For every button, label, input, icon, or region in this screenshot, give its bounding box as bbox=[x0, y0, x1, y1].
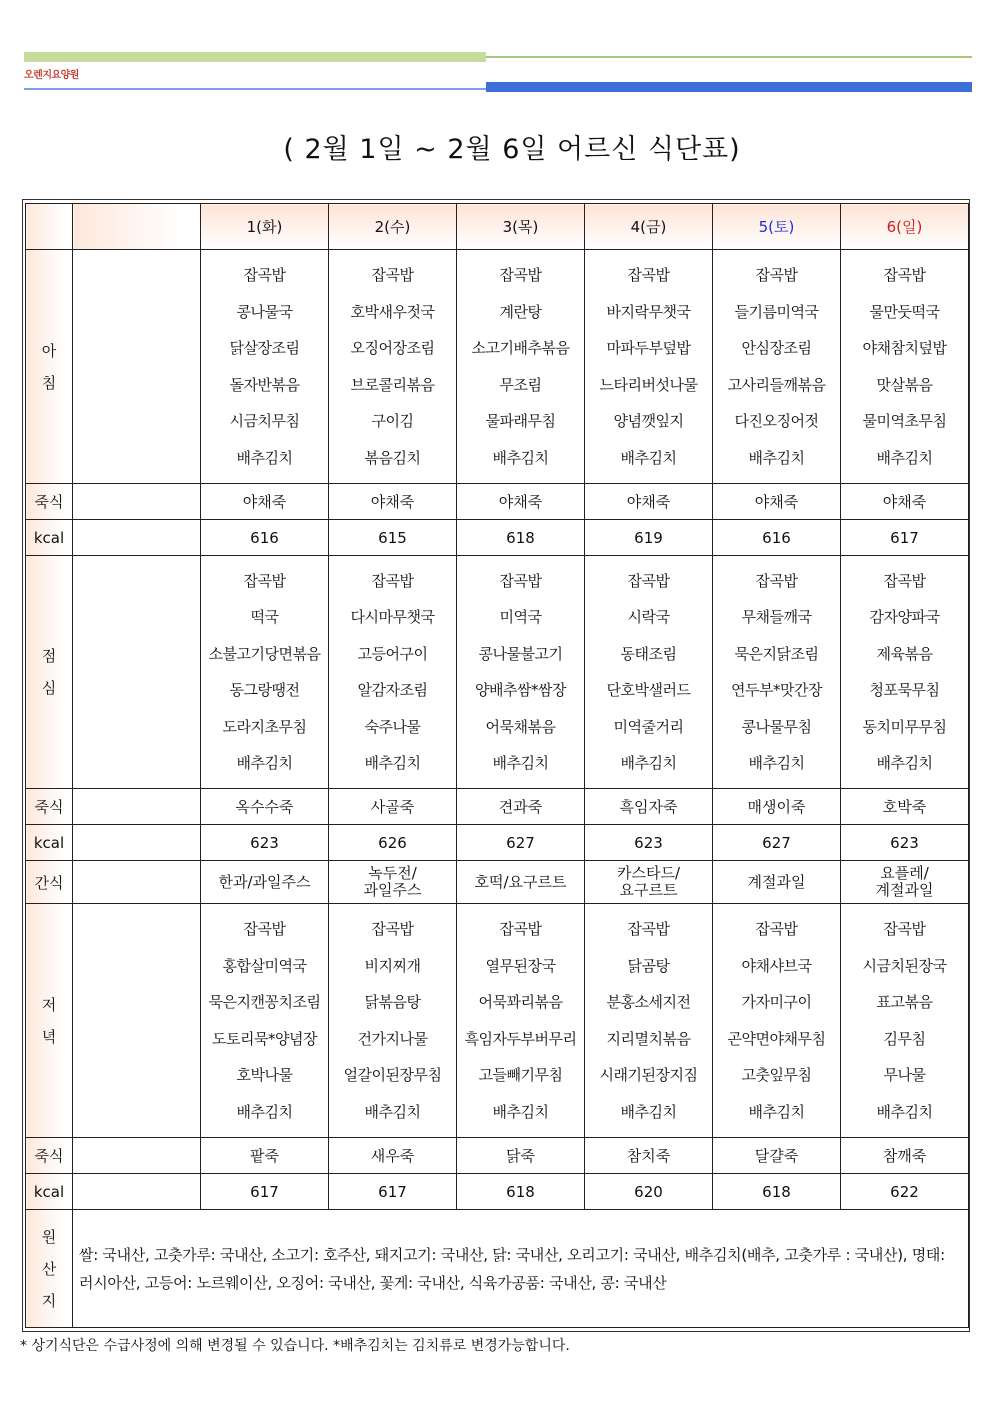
blank-cell bbox=[73, 250, 201, 484]
menu-item: 배추김치 bbox=[236, 448, 293, 467]
porridge-cell: 야채죽 bbox=[713, 484, 841, 520]
porridge-label: 죽식 bbox=[26, 789, 73, 825]
snack-line: 요플레/ bbox=[880, 864, 929, 882]
menu-item: 시금치무침 bbox=[229, 412, 300, 430]
day-header: 2(수) bbox=[329, 204, 457, 250]
menu-item: 고사리들깨볶음 bbox=[727, 375, 826, 394]
kcal-cell: 616 bbox=[201, 520, 329, 556]
kcal-label: kcal bbox=[26, 520, 73, 556]
menu-item: 잡곡밥 bbox=[243, 920, 286, 938]
menu-item: 얼갈이된장무침 bbox=[343, 1066, 442, 1084]
snack-line: 계절과일 bbox=[747, 872, 806, 891]
kcal-cell: 618 bbox=[457, 520, 585, 556]
snack-line: 카스타드/ bbox=[616, 864, 680, 882]
lunch-menu-cell bbox=[457, 556, 585, 789]
lunch-kcal-row bbox=[26, 825, 969, 861]
menu-item: 닭곰탕 bbox=[627, 956, 670, 975]
porridge-label: 죽식 bbox=[26, 484, 73, 520]
menu-item: 브로콜리볶음 bbox=[350, 375, 435, 394]
menu-item: 콩나물국 bbox=[236, 302, 293, 321]
origin-label-char: 원 bbox=[41, 1227, 57, 1246]
menu-item: 잡곡밥 bbox=[499, 571, 542, 590]
menu-item: 잡곡밥 bbox=[627, 266, 670, 284]
menu-item: 다시마무챗국 bbox=[350, 608, 435, 626]
menu-item: 배추김치 bbox=[364, 1102, 421, 1121]
blank-cell bbox=[73, 789, 201, 825]
menu-item: 배추김치 bbox=[748, 448, 805, 467]
breakfast-label bbox=[26, 250, 73, 484]
menu-item: 잡곡밥 bbox=[243, 571, 286, 590]
blank-cell bbox=[73, 484, 201, 520]
kcal-cell: 623 bbox=[841, 825, 969, 861]
dinner-menu-cell bbox=[585, 904, 713, 1138]
menu-item: 볶음김치 bbox=[364, 448, 421, 467]
menu-item: 연두부*맛간장 bbox=[731, 681, 822, 699]
porridge-cell: 매생이죽 bbox=[713, 789, 841, 825]
menu-item: 배추김치 bbox=[748, 1102, 805, 1121]
menu-item: 무나물 bbox=[883, 1066, 926, 1084]
lunch-menu-cell bbox=[585, 556, 713, 789]
porridge-cell: 새우죽 bbox=[329, 1138, 457, 1174]
menu-item: 호박나물 bbox=[236, 1066, 293, 1084]
blank-cell bbox=[73, 861, 201, 904]
menu-item: 물만둣떡국 bbox=[869, 302, 940, 321]
menu-item: 어묵꽈리볶음 bbox=[478, 993, 563, 1011]
snack-line: 계절과일 bbox=[875, 881, 934, 899]
menu-item: 배추김치 bbox=[492, 754, 549, 772]
menu-item: 감자양파국 bbox=[869, 608, 940, 626]
menu-item: 동치미무무침 bbox=[862, 717, 947, 736]
menu-item: 고등어구이 bbox=[357, 644, 428, 663]
kcal-cell: 627 bbox=[713, 825, 841, 861]
dinner-label-char: 녁 bbox=[41, 1027, 57, 1046]
lunch-menu-cell bbox=[329, 556, 457, 789]
menu-item: 비지찌개 bbox=[364, 956, 421, 975]
menu-item: 가자미구이 bbox=[741, 993, 812, 1011]
lunch-label-char: 점 bbox=[41, 647, 57, 665]
menu-item: 흑임자두부버무리 bbox=[464, 1029, 577, 1048]
menu-item: 잡곡밥 bbox=[883, 571, 926, 590]
menu-item: 어묵채볶음 bbox=[485, 717, 556, 736]
kcal-cell: 626 bbox=[329, 825, 457, 861]
menu-item: 바지락무챗국 bbox=[606, 302, 691, 321]
lunch-label-char: 심 bbox=[41, 679, 57, 697]
porridge-cell: 옥수수죽 bbox=[201, 789, 329, 825]
menu-item: 잡곡밥 bbox=[627, 571, 670, 590]
menu-item: 김무침 bbox=[883, 1029, 926, 1048]
porridge-cell: 야채죽 bbox=[329, 484, 457, 520]
snack-cell bbox=[713, 861, 841, 904]
menu-item: 잡곡밥 bbox=[883, 266, 926, 284]
menu-item: 홍합살미역국 bbox=[222, 956, 307, 975]
menu-item: 물미역초무침 bbox=[862, 412, 947, 430]
menu-item: 호박새우젓국 bbox=[350, 302, 435, 321]
menu-item: 잡곡밥 bbox=[755, 571, 798, 590]
snack-cell bbox=[329, 861, 457, 904]
snack-cell bbox=[457, 861, 585, 904]
kcal-label: kcal bbox=[26, 1174, 73, 1210]
menu-item: 알감자조림 bbox=[357, 681, 428, 699]
snack-cell bbox=[585, 861, 713, 904]
header-green-bar bbox=[24, 52, 486, 62]
breakfast-label-char: 침 bbox=[41, 373, 57, 392]
blank-cell bbox=[73, 1138, 201, 1174]
menu-item: 잡곡밥 bbox=[755, 266, 798, 284]
porridge-cell: 달걀죽 bbox=[713, 1138, 841, 1174]
menu-item: 닭볶음탕 bbox=[364, 993, 421, 1011]
breakfast-menu-cell bbox=[201, 250, 329, 484]
kcal-cell: 620 bbox=[585, 1174, 713, 1210]
porridge-cell: 흑임자죽 bbox=[585, 789, 713, 825]
menu-item: 잡곡밥 bbox=[883, 920, 926, 938]
day-header: 4(금) bbox=[585, 204, 713, 250]
menu-item: 잡곡밥 bbox=[243, 266, 286, 284]
porridge-cell: 야채죽 bbox=[585, 484, 713, 520]
dinner-menu-cell bbox=[713, 904, 841, 1138]
menu-item: 배추김치 bbox=[492, 1102, 549, 1121]
porridge-cell: 사골죽 bbox=[329, 789, 457, 825]
menu-item: 잡곡밥 bbox=[499, 266, 542, 284]
breakfast-label-char: 아 bbox=[41, 341, 57, 360]
menu-item: 청포묵무침 bbox=[869, 681, 940, 699]
menu-item: 배추김치 bbox=[620, 448, 677, 467]
porridge-label: 죽식 bbox=[26, 1138, 73, 1174]
porridge-cell: 닭죽 bbox=[457, 1138, 585, 1174]
menu-item: 제육볶음 bbox=[876, 644, 933, 663]
menu-item: 잡곡밥 bbox=[627, 920, 670, 938]
menu-item: 시래기된장지짐 bbox=[599, 1066, 698, 1084]
kcal-cell: 623 bbox=[585, 825, 713, 861]
lunch-menu-cell bbox=[841, 556, 969, 789]
origin-label bbox=[26, 1210, 73, 1328]
day-header: 5(토) bbox=[713, 204, 841, 250]
lunch-porridge-row bbox=[26, 789, 969, 825]
dinner-porridge-row bbox=[26, 1138, 969, 1174]
origin-label-char: 산 bbox=[41, 1259, 57, 1278]
menu-item: 동그랑땡전 bbox=[229, 681, 300, 699]
menu-item: 잡곡밥 bbox=[371, 920, 414, 938]
kcal-cell: 616 bbox=[713, 520, 841, 556]
footnote: * 상기식단은 수급사정에 의해 변경될 수 있습니다. *배추김치는 김치류로 변경가능합니다. bbox=[20, 1338, 570, 1354]
dinner-menu-cell bbox=[841, 904, 969, 1138]
menu-item: 고춧잎무침 bbox=[741, 1066, 812, 1084]
blank-cell bbox=[73, 1174, 201, 1210]
menu-item: 맛살볶음 bbox=[876, 375, 933, 394]
dinner-menu-cell bbox=[457, 904, 585, 1138]
blank-cell bbox=[73, 825, 201, 861]
lunch-menu-cell bbox=[201, 556, 329, 789]
menu-item: 미역줄거리 bbox=[613, 717, 684, 736]
menu-item: 표고볶음 bbox=[876, 993, 933, 1011]
snack-row bbox=[26, 861, 969, 904]
kcal-cell: 618 bbox=[713, 1174, 841, 1210]
menu-item: 곤약면야채무침 bbox=[727, 1029, 826, 1048]
menu-table bbox=[25, 203, 969, 1328]
header-blue-bar bbox=[486, 82, 972, 92]
menu-item: 콩나물불고기 bbox=[478, 644, 563, 663]
breakfast-menu-cell bbox=[713, 250, 841, 484]
porridge-cell: 야채죽 bbox=[457, 484, 585, 520]
menu-item: 잡곡밥 bbox=[371, 266, 414, 284]
menu-item: 다진오징어젓 bbox=[734, 412, 819, 430]
menu-item: 잡곡밥 bbox=[499, 920, 542, 938]
menu-item: 배추김치 bbox=[876, 754, 933, 772]
menu-item: 잡곡밥 bbox=[371, 571, 414, 590]
porridge-cell: 호박죽 bbox=[841, 789, 969, 825]
kcal-cell: 615 bbox=[329, 520, 457, 556]
menu-item: 고들빼기무침 bbox=[478, 1066, 563, 1084]
snack-line: 과일주스 bbox=[363, 881, 422, 899]
origin-label-char: 지 bbox=[41, 1291, 57, 1310]
menu-item: 배추김치 bbox=[876, 1102, 933, 1121]
porridge-cell: 참치죽 bbox=[585, 1138, 713, 1174]
brand-logo-text: 오렌지요양원 bbox=[24, 70, 79, 81]
day-header: 3(목) bbox=[457, 204, 585, 250]
menu-item: 지리멸치볶음 bbox=[606, 1029, 691, 1048]
dinner-menu-cell bbox=[201, 904, 329, 1138]
menu-item: 돌자반볶음 bbox=[229, 375, 300, 394]
menu-item: 콩나물무침 bbox=[741, 717, 812, 736]
breakfast-menu-cell bbox=[457, 250, 585, 484]
snack-line: 요구르트 bbox=[619, 881, 678, 899]
menu-item: 무채들깨국 bbox=[741, 608, 812, 626]
kcal-cell: 627 bbox=[457, 825, 585, 861]
menu-item: 계란탕 bbox=[499, 302, 542, 321]
menu-item: 야채참치덮밥 bbox=[862, 339, 947, 357]
dinner-label-char: 저 bbox=[41, 995, 57, 1014]
menu-item: 열무된장국 bbox=[485, 956, 556, 975]
menu-item: 단호박샐러드 bbox=[606, 681, 691, 699]
menu-item: 배추김치 bbox=[876, 448, 933, 467]
menu-item: 닭살장조림 bbox=[229, 339, 300, 357]
breakfast-items-row bbox=[26, 250, 969, 484]
menu-item: 안심장조림 bbox=[741, 339, 812, 357]
kcal-cell: 617 bbox=[841, 520, 969, 556]
menu-item: 동태조림 bbox=[620, 644, 677, 663]
menu-item: 배추김치 bbox=[620, 1102, 677, 1121]
menu-item: 양념깻잎지 bbox=[613, 412, 684, 430]
lunch-label bbox=[26, 556, 73, 789]
lunch-menu-cell bbox=[713, 556, 841, 789]
snack-cell bbox=[201, 861, 329, 904]
breakfast-porridge-row bbox=[26, 484, 969, 520]
kcal-cell: 618 bbox=[457, 1174, 585, 1210]
menu-item: 분홍소세지전 bbox=[606, 993, 691, 1011]
menu-item: 오징어장조림 bbox=[350, 339, 435, 357]
menu-item: 배추김치 bbox=[236, 754, 293, 772]
menu-item: 소고기배추볶음 bbox=[471, 339, 570, 357]
menu-item: 배추김치 bbox=[620, 754, 677, 772]
kcal-cell: 622 bbox=[841, 1174, 969, 1210]
kcal-cell: 619 bbox=[585, 520, 713, 556]
menu-item: 숙주나물 bbox=[364, 717, 421, 736]
kcal-cell: 617 bbox=[329, 1174, 457, 1210]
menu-item: 떡국 bbox=[250, 608, 279, 626]
menu-item: 시금치된장국 bbox=[862, 956, 947, 975]
lunch-items-row bbox=[26, 556, 969, 789]
corner-cell bbox=[26, 204, 73, 250]
porridge-cell: 야채죽 bbox=[841, 484, 969, 520]
menu-item: 소불고기당면볶음 bbox=[208, 644, 321, 663]
snack-line: 녹두전/ bbox=[368, 864, 417, 882]
blank-cell bbox=[73, 556, 201, 789]
page-title: ( 2월 1일 ~ 2월 6일 어르신 식단표) bbox=[283, 134, 741, 165]
breakfast-menu-cell bbox=[585, 250, 713, 484]
header-blue-line bbox=[24, 88, 486, 90]
menu-item: 야채샤브국 bbox=[741, 956, 812, 975]
breakfast-kcal-row bbox=[26, 520, 969, 556]
menu-item: 시락국 bbox=[627, 608, 670, 626]
origin-text: 쌀: 국내산, 고춧가루: 국내산, 소고기: 호주산, 돼지고기: 국내산, 닭: 국내산, 오리고기: 국내산, 배추김치(배추, 고춧가루 : 국내산), 명태: 러시아산, 고등어: 노르웨이산, 오징어: 국내산, 꽃게: 국내산, 식육가공품: 국내산, 콩: 국내산 bbox=[73, 1210, 969, 1328]
breakfast-menu-cell bbox=[329, 250, 457, 484]
dinner-kcal-row bbox=[26, 1174, 969, 1210]
origin-row bbox=[26, 1210, 969, 1328]
menu-item: 물파래무침 bbox=[485, 412, 556, 430]
menu-item: 배추김치 bbox=[492, 448, 549, 467]
snack-cell bbox=[841, 861, 969, 904]
porridge-cell: 참깨죽 bbox=[841, 1138, 969, 1174]
menu-item: 잡곡밥 bbox=[755, 920, 798, 938]
menu-item: 느타리버섯나물 bbox=[599, 375, 698, 394]
menu-item: 묵은지캔꽁치조림 bbox=[208, 993, 321, 1011]
dinner-label bbox=[26, 904, 73, 1138]
dinner-menu-cell bbox=[329, 904, 457, 1138]
day-header: 6(일) bbox=[841, 204, 969, 250]
snack-label: 간식 bbox=[26, 861, 73, 904]
menu-item: 양배추쌈*쌈장 bbox=[475, 681, 566, 699]
snack-line: 호떡/요구르트 bbox=[474, 872, 567, 891]
menu-item: 배추김치 bbox=[236, 1102, 293, 1121]
day-header: 1(화) bbox=[201, 204, 329, 250]
menu-item: 도라지초무침 bbox=[222, 717, 307, 736]
menu-item: 들기름미역국 bbox=[734, 302, 819, 321]
menu-item: 무조림 bbox=[499, 375, 542, 394]
menu-item: 배추김치 bbox=[364, 754, 421, 772]
menu-item: 배추김치 bbox=[748, 754, 805, 772]
porridge-cell: 팥죽 bbox=[201, 1138, 329, 1174]
kcal-cell: 617 bbox=[201, 1174, 329, 1210]
kcal-cell: 623 bbox=[201, 825, 329, 861]
porridge-cell: 야채죽 bbox=[201, 484, 329, 520]
menu-item: 도토리묵*양념장 bbox=[212, 1029, 317, 1048]
menu-item: 마파두부덮밥 bbox=[606, 339, 691, 357]
porridge-cell: 견과죽 bbox=[457, 789, 585, 825]
header-row bbox=[26, 204, 969, 250]
menu-item: 건가지나물 bbox=[357, 1029, 428, 1048]
dinner-items-row bbox=[26, 904, 969, 1138]
kcal-label: kcal bbox=[26, 825, 73, 861]
menu-item: 미역국 bbox=[499, 608, 542, 626]
blank-header-cell bbox=[73, 204, 201, 250]
snack-line: 한과/과일주스 bbox=[218, 872, 311, 891]
breakfast-menu-cell bbox=[841, 250, 969, 484]
menu-item: 구이김 bbox=[371, 412, 414, 430]
blank-cell bbox=[73, 520, 201, 556]
header-green-line bbox=[486, 56, 972, 58]
menu-item: 묵은지닭조림 bbox=[734, 644, 819, 663]
blank-cell bbox=[73, 904, 201, 1138]
